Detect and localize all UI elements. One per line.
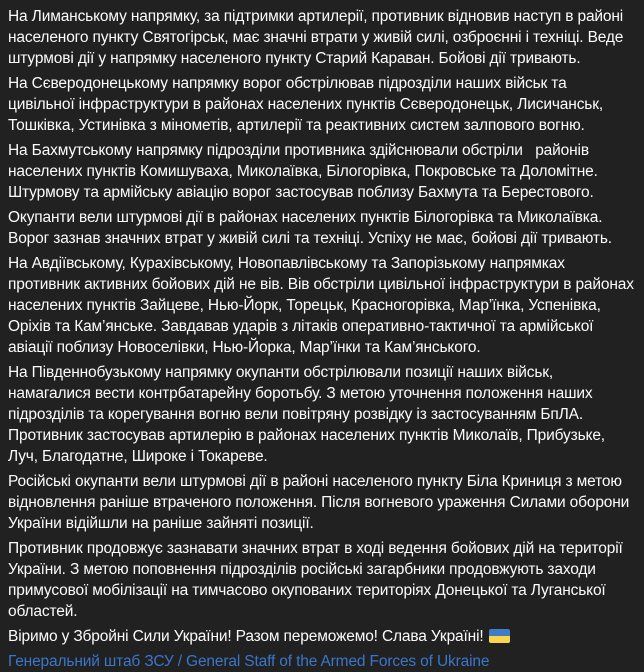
ukraine-flag-yellow-stripe (489, 636, 510, 643)
closing-text: Віримо у Збройні Сили України! Разом переможемо! Слава Україні! (8, 628, 484, 645)
report-paragraph-bila-krynytsia: Російські окупанти вели штурмові дії в районі населеного пункту Біла Криниця з метою відновлення раніше втраченого положення. Після вогневого ураження Силами оборони України відійшли на раніше зайняті позиції. (8, 473, 634, 532)
report-paragraph-lyman: На Лиманському напрямку, за підтримки артилерії, противник відновив наступ в районі населеного пункту Святогірськ, має значні втрати у живій силі, озброєнні і техніці. Веде штурмові дії у напрямку населеного пункту Старий Караван. Бойові дії тривають. (8, 8, 628, 67)
report-paragraph-sievierodonetsk: На Сєверодонецькому напрямку ворог обстрілював підрозділи наших військ та цивільної інфраструктури в районах населених пунктів Сєверодонецьк, Лисичанськ, Тошківка, Устинівка з мінометів, артилерії та реактивних систем залпового вогню. (8, 75, 608, 134)
closing-line (8, 626, 636, 647)
report-paragraph-pivdennyi-buh: На Південнобузькому напрямку окупанти обстрілювали позиції наших військ, намагалися вести контрбатарейну боротьбу. З метою уточнення положення наших підрозділів та корегування вогню вели повітряну розвідку із застосуванням БпЛА. Противник застосував артилерію в районах населених пунктів Миколаїв, Прибузьке, Луч, Благодатне, Широке і Токареве. (8, 364, 610, 465)
report-paragraph-losses-mobilization: Противник продовжує зазнавати значних втрат в ході ведення бойових дій на території України. З метою поповнення підрозділів російські загарбники продовжують заходи примусової мобілізації на тимчасово окупованих територіях Донецької та Луганської областей. (8, 540, 627, 620)
report-paragraph-occupiers-assault: Окупанти вели штурмові дії в районах населених пунктів Білогорівка та Миколаївка. Ворог зазнав значних втрат у живій силі та техніці. Успіху не має, бойові дії тривають. (8, 209, 612, 247)
ukraine-flag-icon (489, 629, 510, 643)
ukraine-flag-blue-stripe (489, 629, 510, 636)
source-link[interactable]: Генеральний штаб ЗСУ / General Staff of the Armed Forces of Ukraine (8, 653, 490, 670)
report-paragraph-avdiivka-zaporizhzhia: На Авдіївському, Курахівському, Новопавлівському та Запорізькому напрямках противник активних бойових дій не вів. Вів обстріли цивільної інфраструктури в районах населених пунктів Зайцеве, Нью-Йорк, Торецьк, Красногорівка, Мар’їнка, Успенівка, Оріхів та Кам’янське. Завдавав ударів з літаків оперативно-тактичної та армійської авіації поблизу Новоселівки, Нью-Йорка, Мар’їнки та Кам’янського. (8, 255, 639, 356)
report-paragraph-bakhmut: На Бахмутському напрямку підрозділи противника здійснювали обстріли районів населених пунктів Комишуваха, Миколаївка, Білогорівка, Покровське та Доломітне. Штурмову та армійську авіацію ворог застосував поблизу Бахмута та Берестового. (8, 142, 602, 201)
